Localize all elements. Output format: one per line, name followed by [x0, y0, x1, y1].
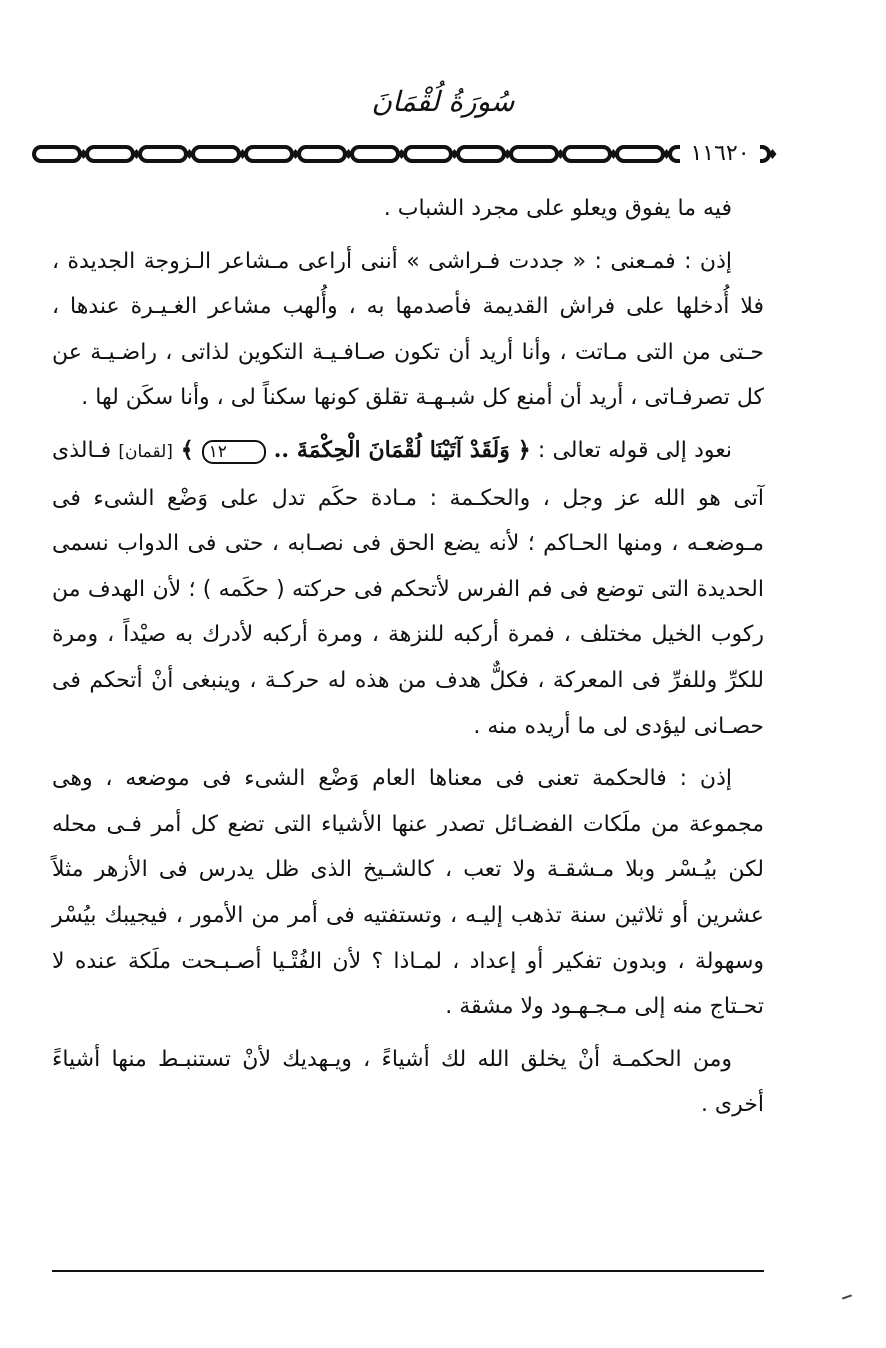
paragraph-3 — [52, 428, 764, 749]
chain-link — [140, 147, 186, 161]
quran-verse-close: ﴾ — [172, 436, 202, 463]
chain-link — [458, 147, 504, 161]
chain-link — [34, 147, 80, 161]
chain-link — [352, 147, 398, 161]
page-number: ١١٦٢٠ — [680, 138, 760, 170]
chain-link — [511, 147, 557, 161]
chain-ornament — [34, 147, 777, 161]
page-body — [52, 186, 764, 1128]
paragraph-5: ومن الحكمـة أنْ يخلق الله لك أشياءً ، ويـهديك لأنْ تستنبـط منها أشياءً أخرى . — [52, 1046, 764, 1118]
paragraph-4: إذن : فالحكمة تعنى فى معناها العام وَضْع الشىء فى موضعه ، وهى مجموعة من ملَكات الفضـائل تصدر عنها الأشياء التى تضع كل أمر فـى محله لكن بيُـسْر وبلا مـشقـة ولا تعب ، كالشـيخ الذى ظل يدرس فى الأزهر مثلاً عشرين أو ثلاثين سنة تذهب إليـه ، وتستفتيه فى أمر من الأمور ، فيجيبك بيُسْر وسهولة ، وبدون تفكير أو إعداد ، لمـاذا ؟ لأن الفُتْـيا أصـبـحت ملَكة عنده لا تحـتاج منه إلى مـجـهـود ولا مشقة . — [52, 766, 764, 1020]
ornamental-header-rule — [30, 136, 790, 172]
surah-title: سُورَةُ لُقْمَانَ — [371, 85, 515, 118]
chain-link — [564, 147, 610, 161]
paragraph-1: فيه ما يفوق ويعلو على مجرد الشباب . — [383, 196, 732, 221]
chain-link — [246, 147, 292, 161]
chain-link — [405, 147, 451, 161]
quran-verse: ﴿ وَلَقَدْ آتَيْنَا لُقْمَانَ الْحِكْمَةَ .. — [265, 436, 531, 463]
paragraph-3-body: فـالذى آتى هو الله عز وجل ، والحكـمة : مـادة حكَم تدل على وَضْع الشىء فى مـوضعـه ، ومنها الحـاكم ؛ لأنه يضع الحق فى نصـابه ، حتى فى الدواب نسمى الحديدة التى توضع فى فم الفرس لأتحكم فى حركته ( حكَمه ) ؛ لأن الهدف من ركوب الخيل مختلف ، فمرة أركبه للنزهة ، ومرة أركبه لأدرك به صيْداً ، ومرة للكرِّ وللفرِّ فى المعركة ، فكلٌّ هدف من هذه له حركـة ، وينبغى أنْ أتحكم فى حصـانى ليؤدى لى ما أريده منه . — [52, 437, 764, 739]
chain-link — [299, 147, 345, 161]
footer-rule — [52, 1270, 764, 1272]
paragraph-2: إذن : فمـعنى : « جددت فـراشى » أننى أراعى مـشاعر الـزوجة الجديدة ، فلا أُدخلها على فراش القديمة فأصدمها به ، وأُلهب مشاعر الغـيـرة عندها ، حـتى من التى مـاتت ، وأنا أريد أن تكون صـافـيـة التكوين لذاتى ، راضـيـة عن كل تصرفـاتى ، أريد أن أمنع كل شبـهـة تقلق كونها سكناً لى ، وأنا سكَن لها . — [52, 248, 764, 411]
chain-link — [87, 147, 133, 161]
chain-link — [617, 147, 663, 161]
verse-number-marker: ١٢ — [202, 440, 266, 464]
margin-mark — [842, 1294, 852, 1299]
paragraph-3-lead: نعود إلى قوله تعالى : — [530, 437, 732, 463]
surah-reference: [لقمان] — [118, 441, 173, 462]
chain-link — [193, 147, 239, 161]
